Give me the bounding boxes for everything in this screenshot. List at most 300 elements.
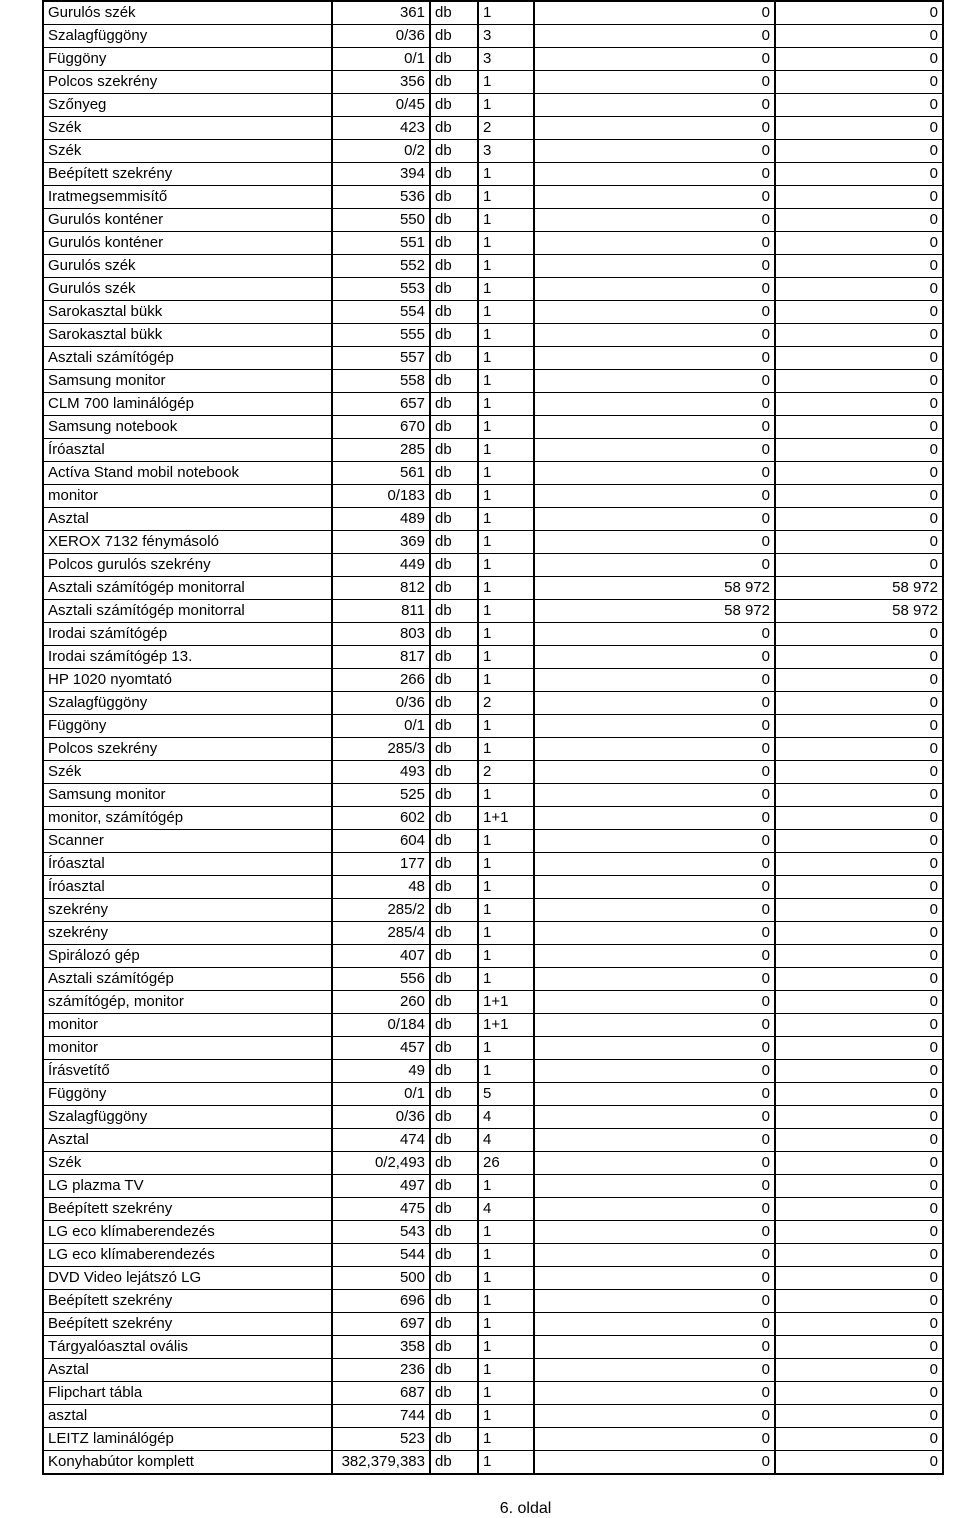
page-number: 6. oldal: [499, 1500, 552, 1517]
quantity-cell: 1: [478, 485, 534, 508]
table-row: [43, 485, 943, 508]
unit-cell: db: [430, 968, 478, 991]
item-name-cell: Samsung monitor: [43, 784, 332, 807]
item-name-cell: Szőnyeg: [43, 94, 332, 117]
table-row: [43, 1313, 943, 1336]
net-value-cell: 0: [775, 1037, 943, 1060]
item-name-cell: monitor: [43, 1014, 332, 1037]
inventory-number-cell: 423: [332, 117, 430, 140]
unit-cell: db: [430, 600, 478, 623]
quantity-cell: 1: [478, 945, 534, 968]
quantity-cell: 2: [478, 692, 534, 715]
table-row: [43, 163, 943, 186]
net-value-cell: 0: [775, 209, 943, 232]
table-row: [43, 278, 943, 301]
quantity-cell: 1: [478, 1359, 534, 1382]
quantity-cell: 1: [478, 71, 534, 94]
inventory-number-cell: 0/36: [332, 25, 430, 48]
table-row: [43, 991, 943, 1014]
unit-cell: db: [430, 94, 478, 117]
net-value-cell: 0: [775, 1014, 943, 1037]
item-name-cell: Polcos szekrény: [43, 738, 332, 761]
value-cell: 0: [534, 1359, 775, 1382]
inventory-number-cell: 687: [332, 1382, 430, 1405]
value-cell: 0: [534, 1, 775, 25]
net-value-cell: 0: [775, 692, 943, 715]
net-value-cell: 0: [775, 945, 943, 968]
inventory-number-cell: 0/1: [332, 715, 430, 738]
net-value-cell: 0: [775, 623, 943, 646]
inventory-number-cell: 0/1: [332, 1083, 430, 1106]
table-row: [43, 94, 943, 117]
table-row: [43, 439, 943, 462]
inventory-number-cell: 500: [332, 1267, 430, 1290]
table-row: [43, 738, 943, 761]
table-row: [43, 692, 943, 715]
net-value-cell: 0: [775, 1405, 943, 1428]
unit-cell: db: [430, 140, 478, 163]
inventory-number-cell: 557: [332, 347, 430, 370]
item-name-cell: XEROX 7132 fénymásoló: [43, 531, 332, 554]
value-cell: 0: [534, 1152, 775, 1175]
table-row: [43, 853, 943, 876]
item-name-cell: Függöny: [43, 1083, 332, 1106]
value-cell: 0: [534, 1290, 775, 1313]
value-cell: 0: [534, 761, 775, 784]
quantity-cell: 1: [478, 1290, 534, 1313]
unit-cell: db: [430, 1451, 478, 1475]
net-value-cell: 0: [775, 324, 943, 347]
table-row: [43, 623, 943, 646]
value-cell: 0: [534, 232, 775, 255]
value-cell: 0: [534, 945, 775, 968]
net-value-cell: 0: [775, 1313, 943, 1336]
net-value-cell: 0: [775, 255, 943, 278]
table-row: [43, 347, 943, 370]
table-row: [43, 531, 943, 554]
quantity-cell: 1: [478, 1267, 534, 1290]
quantity-cell: 1: [478, 462, 534, 485]
net-value-cell: 0: [775, 784, 943, 807]
quantity-cell: 1: [478, 1451, 534, 1475]
value-cell: 0: [534, 1014, 775, 1037]
quantity-cell: 4: [478, 1106, 534, 1129]
value-cell: 0: [534, 1198, 775, 1221]
unit-cell: db: [430, 1037, 478, 1060]
item-name-cell: HP 1020 nyomtató: [43, 669, 332, 692]
item-name-cell: Beépített szekrény: [43, 1313, 332, 1336]
value-cell: 0: [534, 140, 775, 163]
net-value-cell: 0: [775, 1, 943, 25]
quantity-cell: 1: [478, 209, 534, 232]
inventory-number-cell: 552: [332, 255, 430, 278]
unit-cell: db: [430, 1313, 478, 1336]
net-value-cell: 0: [775, 1198, 943, 1221]
net-value-cell: 0: [775, 462, 943, 485]
inventory-number-cell: 0/2: [332, 140, 430, 163]
unit-cell: db: [430, 508, 478, 531]
unit-cell: db: [430, 1290, 478, 1313]
value-cell: 0: [534, 163, 775, 186]
value-cell: 0: [534, 1382, 775, 1405]
item-name-cell: Szék: [43, 117, 332, 140]
item-name-cell: Beépített szekrény: [43, 163, 332, 186]
unit-cell: db: [430, 1, 478, 25]
net-value-cell: 0: [775, 1451, 943, 1475]
item-name-cell: Flipchart tábla: [43, 1382, 332, 1405]
unit-cell: db: [430, 301, 478, 324]
unit-cell: db: [430, 784, 478, 807]
item-name-cell: Asztali számítógép monitorral: [43, 577, 332, 600]
value-cell: 0: [534, 71, 775, 94]
net-value-cell: 0: [775, 1428, 943, 1451]
quantity-cell: 1: [478, 1428, 534, 1451]
quantity-cell: 1: [478, 163, 534, 186]
net-value-cell: 0: [775, 1152, 943, 1175]
table-row: [43, 209, 943, 232]
net-value-cell: 0: [775, 278, 943, 301]
table-row: [43, 370, 943, 393]
inventory-number-cell: 497: [332, 1175, 430, 1198]
quantity-cell: 1: [478, 738, 534, 761]
table-row: [43, 646, 943, 669]
value-cell: 0: [534, 922, 775, 945]
item-name-cell: Írásvetítő: [43, 1060, 332, 1083]
value-cell: 0: [534, 1267, 775, 1290]
quantity-cell: 1: [478, 600, 534, 623]
unit-cell: db: [430, 462, 478, 485]
item-name-cell: LG plazma TV: [43, 1175, 332, 1198]
value-cell: 58 972: [534, 600, 775, 623]
item-name-cell: Beépített szekrény: [43, 1290, 332, 1313]
quantity-cell: 1: [478, 439, 534, 462]
inventory-table-body: [43, 1, 943, 1474]
net-value-cell: 0: [775, 1175, 943, 1198]
item-name-cell: Szalagfüggöny: [43, 692, 332, 715]
unit-cell: db: [430, 531, 478, 554]
net-value-cell: 0: [775, 968, 943, 991]
unit-cell: db: [430, 209, 478, 232]
net-value-cell: 0: [775, 738, 943, 761]
unit-cell: db: [430, 1014, 478, 1037]
table-row: [43, 1014, 943, 1037]
value-cell: 0: [534, 531, 775, 554]
quantity-cell: 1: [478, 554, 534, 577]
unit-cell: db: [430, 1336, 478, 1359]
unit-cell: db: [430, 715, 478, 738]
net-value-cell: 0: [775, 991, 943, 1014]
item-name-cell: Gurulós szék: [43, 1, 332, 25]
unit-cell: db: [430, 1175, 478, 1198]
table-row: [43, 669, 943, 692]
item-name-cell: monitor: [43, 1037, 332, 1060]
inventory-number-cell: 812: [332, 577, 430, 600]
net-value-cell: 0: [775, 853, 943, 876]
table-row: [43, 1175, 943, 1198]
inventory-number-cell: 604: [332, 830, 430, 853]
quantity-cell: 1: [478, 531, 534, 554]
value-cell: 0: [534, 94, 775, 117]
net-value-cell: 0: [775, 1336, 943, 1359]
unit-cell: db: [430, 830, 478, 853]
net-value-cell: 0: [775, 25, 943, 48]
table-row: [43, 255, 943, 278]
quantity-cell: 1: [478, 784, 534, 807]
table-row: [43, 462, 943, 485]
unit-cell: db: [430, 554, 478, 577]
quantity-cell: 1: [478, 876, 534, 899]
inventory-number-cell: 543: [332, 1221, 430, 1244]
table-row: [43, 1129, 943, 1152]
value-cell: 0: [534, 508, 775, 531]
quantity-cell: 1: [478, 232, 534, 255]
quantity-cell: 1: [478, 1244, 534, 1267]
item-name-cell: számítógép, monitor: [43, 991, 332, 1014]
inventory-number-cell: 555: [332, 324, 430, 347]
item-name-cell: Polcos szekrény: [43, 71, 332, 94]
unit-cell: db: [430, 669, 478, 692]
net-value-cell: 0: [775, 94, 943, 117]
table-row: [43, 301, 943, 324]
table-row: [43, 117, 943, 140]
inventory-number-cell: 285/4: [332, 922, 430, 945]
value-cell: 0: [534, 1244, 775, 1267]
item-name-cell: DVD Video lejátszó LG: [43, 1267, 332, 1290]
item-name-cell: Irodai számítógép 13.: [43, 646, 332, 669]
net-value-cell: 0: [775, 899, 943, 922]
table-row: [43, 1244, 943, 1267]
net-value-cell: 0: [775, 1359, 943, 1382]
unit-cell: db: [430, 232, 478, 255]
unit-cell: db: [430, 163, 478, 186]
net-value-cell: 0: [775, 232, 943, 255]
item-name-cell: Gurulós szék: [43, 255, 332, 278]
item-name-cell: Gurulós konténer: [43, 209, 332, 232]
value-cell: 0: [534, 623, 775, 646]
inventory-number-cell: 523: [332, 1428, 430, 1451]
item-name-cell: szekrény: [43, 922, 332, 945]
value-cell: 0: [534, 715, 775, 738]
table-row: [43, 1405, 943, 1428]
table-row: [43, 508, 943, 531]
unit-cell: db: [430, 278, 478, 301]
unit-cell: db: [430, 393, 478, 416]
table-row: [43, 393, 943, 416]
inventory-number-cell: 536: [332, 186, 430, 209]
unit-cell: db: [430, 324, 478, 347]
quantity-cell: 2: [478, 117, 534, 140]
value-cell: 0: [534, 370, 775, 393]
item-name-cell: Íróasztal: [43, 439, 332, 462]
inventory-number-cell: 0/36: [332, 1106, 430, 1129]
item-name-cell: Iratmegsemmisítő: [43, 186, 332, 209]
value-cell: 0: [534, 1451, 775, 1475]
unit-cell: db: [430, 1359, 478, 1382]
inventory-number-cell: 358: [332, 1336, 430, 1359]
value-cell: 0: [534, 439, 775, 462]
value-cell: 0: [534, 554, 775, 577]
unit-cell: db: [430, 1198, 478, 1221]
value-cell: 0: [534, 807, 775, 830]
net-value-cell: 0: [775, 186, 943, 209]
net-value-cell: 0: [775, 416, 943, 439]
value-cell: 0: [534, 1060, 775, 1083]
quantity-cell: 1: [478, 1405, 534, 1428]
net-value-cell: 0: [775, 807, 943, 830]
item-name-cell: Spirálozó gép: [43, 945, 332, 968]
value-cell: 0: [534, 899, 775, 922]
quantity-cell: 1: [478, 255, 534, 278]
value-cell: 0: [534, 485, 775, 508]
table-row: [43, 876, 943, 899]
quantity-cell: 1: [478, 968, 534, 991]
inventory-number-cell: 0/184: [332, 1014, 430, 1037]
quantity-cell: 1: [478, 715, 534, 738]
inventory-number-cell: 817: [332, 646, 430, 669]
quantity-cell: 1: [478, 646, 534, 669]
inventory-number-cell: 696: [332, 1290, 430, 1313]
inventory-number-cell: 558: [332, 370, 430, 393]
table-row: [43, 807, 943, 830]
net-value-cell: 0: [775, 1221, 943, 1244]
value-cell: 0: [534, 1037, 775, 1060]
quantity-cell: 4: [478, 1129, 534, 1152]
net-value-cell: 0: [775, 1382, 943, 1405]
inventory-number-cell: 356: [332, 71, 430, 94]
unit-cell: db: [430, 1428, 478, 1451]
item-name-cell: Scanner: [43, 830, 332, 853]
inventory-number-cell: 285/2: [332, 899, 430, 922]
inventory-number-cell: 407: [332, 945, 430, 968]
unit-cell: db: [430, 1405, 478, 1428]
unit-cell: db: [430, 1267, 478, 1290]
value-cell: 0: [534, 186, 775, 209]
item-name-cell: Asztali számítógép: [43, 968, 332, 991]
quantity-cell: 4: [478, 1198, 534, 1221]
table-row: [43, 968, 943, 991]
table-row: [43, 1106, 943, 1129]
value-cell: 0: [534, 1106, 775, 1129]
table-row: [43, 1152, 943, 1175]
inventory-number-cell: 561: [332, 462, 430, 485]
quantity-cell: 1: [478, 922, 534, 945]
inventory-number-cell: 474: [332, 1129, 430, 1152]
table-row: [43, 1382, 943, 1405]
unit-cell: db: [430, 738, 478, 761]
unit-cell: db: [430, 1106, 478, 1129]
quantity-cell: 3: [478, 25, 534, 48]
table-row: [43, 1290, 943, 1313]
quantity-cell: 1: [478, 370, 534, 393]
net-value-cell: 0: [775, 715, 943, 738]
net-value-cell: 0: [775, 669, 943, 692]
item-name-cell: LG eco klímaberendezés: [43, 1221, 332, 1244]
value-cell: 0: [534, 1313, 775, 1336]
item-name-cell: asztal: [43, 1405, 332, 1428]
unit-cell: db: [430, 71, 478, 94]
quantity-cell: 1: [478, 347, 534, 370]
quantity-cell: 1+1: [478, 1014, 534, 1037]
item-name-cell: CLM 700 laminálógép: [43, 393, 332, 416]
unit-cell: db: [430, 439, 478, 462]
item-name-cell: LG eco klímaberendezés: [43, 1244, 332, 1267]
inventory-number-cell: 285: [332, 439, 430, 462]
inventory-number-cell: 544: [332, 1244, 430, 1267]
net-value-cell: 0: [775, 1106, 943, 1129]
item-name-cell: Actíva Stand mobil notebook: [43, 462, 332, 485]
item-name-cell: Konyhabútor komplett: [43, 1451, 332, 1475]
inventory-number-cell: 266: [332, 669, 430, 692]
inventory-number-cell: 49: [332, 1060, 430, 1083]
table-row: [43, 1336, 943, 1359]
unit-cell: db: [430, 255, 478, 278]
quantity-cell: 1: [478, 623, 534, 646]
quantity-cell: 1: [478, 1175, 534, 1198]
item-name-cell: Asztal: [43, 508, 332, 531]
unit-cell: db: [430, 646, 478, 669]
unit-cell: db: [430, 485, 478, 508]
quantity-cell: 1: [478, 1, 534, 25]
inventory-number-cell: 744: [332, 1405, 430, 1428]
quantity-cell: 1: [478, 1060, 534, 1083]
item-name-cell: Sarokasztal bükk: [43, 301, 332, 324]
net-value-cell: 0: [775, 1267, 943, 1290]
value-cell: 0: [534, 117, 775, 140]
table-row: [43, 784, 943, 807]
value-cell: 0: [534, 416, 775, 439]
quantity-cell: 26: [478, 1152, 534, 1175]
unit-cell: db: [430, 807, 478, 830]
unit-cell: db: [430, 922, 478, 945]
net-value-cell: 0: [775, 71, 943, 94]
value-cell: 0: [534, 1405, 775, 1428]
net-value-cell: 0: [775, 140, 943, 163]
value-cell: 0: [534, 1175, 775, 1198]
item-name-cell: Asztal: [43, 1129, 332, 1152]
quantity-cell: 1: [478, 1037, 534, 1060]
net-value-cell: 58 972: [775, 600, 943, 623]
inventory-number-cell: 48: [332, 876, 430, 899]
inventory-number-cell: 361: [332, 1, 430, 25]
item-name-cell: Függöny: [43, 715, 332, 738]
value-cell: 58 972: [534, 577, 775, 600]
quantity-cell: 1: [478, 393, 534, 416]
inventory-number-cell: 697: [332, 1313, 430, 1336]
table-row: [43, 1451, 943, 1475]
quantity-cell: 1: [478, 1336, 534, 1359]
inventory-number-cell: 449: [332, 554, 430, 577]
inventory-number-cell: 260: [332, 991, 430, 1014]
net-value-cell: 0: [775, 508, 943, 531]
item-name-cell: Szalagfüggöny: [43, 1106, 332, 1129]
inventory-number-cell: 475: [332, 1198, 430, 1221]
inventory-table: [42, 0, 944, 1475]
inventory-number-cell: 394: [332, 163, 430, 186]
quantity-cell: 1+1: [478, 807, 534, 830]
net-value-cell: 58 972: [775, 577, 943, 600]
item-name-cell: Szalagfüggöny: [43, 25, 332, 48]
unit-cell: db: [430, 347, 478, 370]
unit-cell: db: [430, 991, 478, 1014]
value-cell: 0: [534, 255, 775, 278]
item-name-cell: Gurulós konténer: [43, 232, 332, 255]
value-cell: 0: [534, 669, 775, 692]
inventory-number-cell: 657: [332, 393, 430, 416]
item-name-cell: Szék: [43, 1152, 332, 1175]
inventory-number-cell: 0/45: [332, 94, 430, 117]
item-name-cell: Samsung monitor: [43, 370, 332, 393]
net-value-cell: 0: [775, 646, 943, 669]
